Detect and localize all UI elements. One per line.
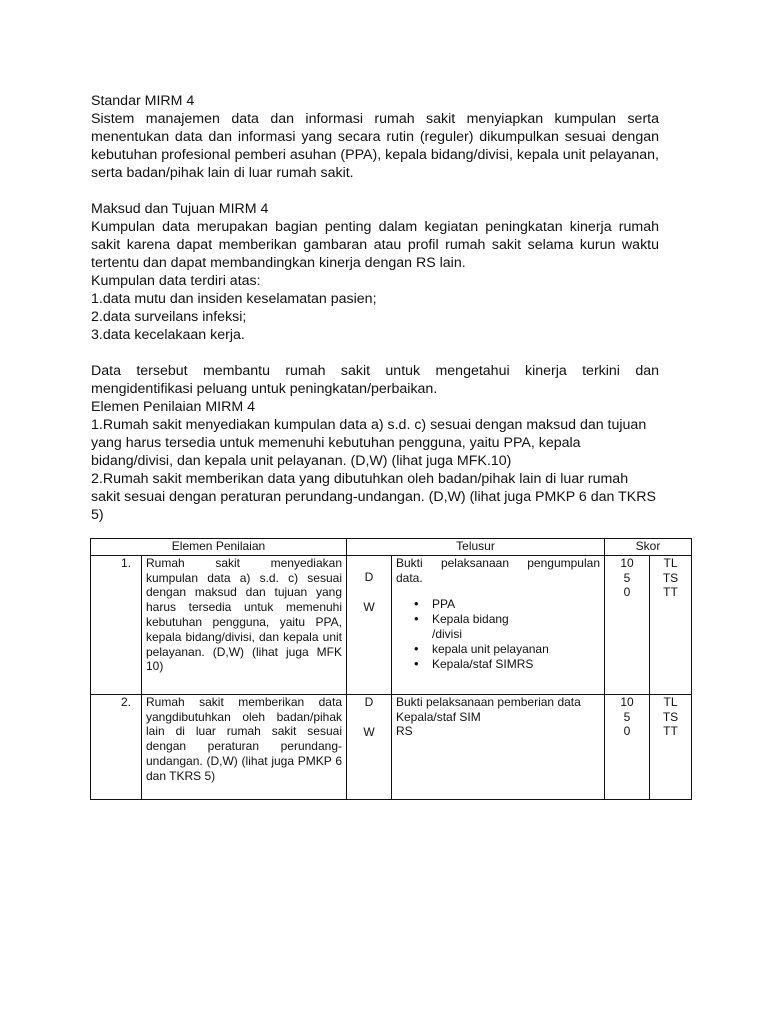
skor-code: TT <box>663 724 678 739</box>
row-description: Rumah sakit menyediakan kumpulan data a) s.d. c) sesuai dengan maksud dan tujuan yang harus tersedia untuk memenuhi kebutuhan pengguna, yaitu PPA, kepala bidang/divisi, dan kepala unit pelayanan. (D,W) (lihat juga MFK 10) <box>142 555 347 694</box>
skor-value: 5 <box>623 709 631 724</box>
maksud-list-item: 2.data surveilans infeksi; <box>91 309 247 325</box>
table-row <box>91 555 692 694</box>
standar-text: Sistem manajemen data dan informasi rumah sakit menyiapkan kumpulan serta menentukan data dan informasi yang secara rutin (reguler) dikumpulkan sesuai dengan kebutuhan profesional pemberi asuhan (PPA), kepala bidang/divisi, kepala unit pelayanan, serta badan/pihak lain di luar rumah sakit. <box>91 111 659 181</box>
skor-code: TT <box>663 585 678 600</box>
row-number: 2. <box>91 694 142 799</box>
method-d: D <box>364 569 374 584</box>
document-body <box>91 92 659 524</box>
skor-value: 10 <box>620 555 634 570</box>
maksud-title: Maksud dan Tujuan MIRM 4 <box>91 201 269 217</box>
telusur-line: RS <box>396 724 413 739</box>
list-item: • kepala unit pelayanan <box>432 642 600 657</box>
elemen-title: Elemen Penilaian MIRM 4 <box>91 399 256 415</box>
header-skor: Skor <box>605 539 692 556</box>
elemen-item: 2.Rumah sakit memberikan data yang dibutuhkan oleh badan/pihak lain di luar rumah sakit sesuai dengan peraturan perundang-undangan. (D,W) (lihat juga PMKP 6 dan TKRS 5) <box>91 471 656 523</box>
row-description: Rumah sakit memberikan data yangdibutuhkan oleh badan/pihak lain di luar rumah sakit sesuai dengan peraturan perundang-undangan. (D,W) (lihat juga PMKP 6 dan TKRS 5) <box>142 694 347 799</box>
skor-code: TS <box>662 709 679 724</box>
standar-title: Standar MIRM 4 <box>91 93 195 109</box>
skor-value: 10 <box>620 694 634 709</box>
maksud-list-item: 1.data mutu dan insiden keselamatan pasien; <box>91 291 377 307</box>
telusur-line: Kepala/staf SIM <box>396 709 481 724</box>
maksud-closing: Data tersebut membantu rumah sakit untuk mengetahui kinerja terkini dan mengidentifikasi peluang untuk peningkatan/perbaikan. <box>91 363 659 397</box>
skor-code: TS <box>662 570 679 585</box>
list-item: • Kepala bidang /divisi <box>432 612 527 642</box>
row-skor-values <box>605 694 650 799</box>
skor-code: TL <box>663 694 678 709</box>
skor-value: 0 <box>623 585 631 600</box>
row-skor-values <box>605 555 650 694</box>
telusur-list <box>396 597 600 671</box>
elemen-item: 1.Rumah sakit menyediakan kumpulan data a) s.d. c) sesuai dengan maksud dan tujuan yang harus tersedia untuk memenuhi kebutuhan pengguna, yaitu PPA, kepala bidang/divisi, dan kepala unit pelayanan. (D,W) (lihat juga MFK.10) <box>91 417 647 469</box>
telusur-intro: Bukti pelaksanaan pemberian data <box>396 694 581 709</box>
method-d: D <box>364 694 374 709</box>
row-telusur <box>392 694 605 799</box>
list-item: • Kepala/staf SIMRS <box>432 657 600 672</box>
row-skor-codes <box>650 555 692 694</box>
skor-value: 5 <box>623 570 631 585</box>
row-telusur <box>392 555 605 694</box>
elemen-penilaian-table <box>90 538 692 800</box>
list-item: • PPA <box>432 597 600 612</box>
row-methods <box>347 555 392 694</box>
telusur-intro: Bukti pelaksanaan pengumpulan data. <box>396 555 600 585</box>
method-w: W <box>363 599 375 614</box>
table-row <box>91 694 692 799</box>
row-skor-codes <box>650 694 692 799</box>
table-header-row <box>91 539 692 556</box>
method-w: W <box>363 724 375 739</box>
header-elemen: Elemen Penilaian <box>91 539 347 556</box>
skor-value: 0 <box>623 724 631 739</box>
row-number: 1. <box>91 555 142 694</box>
maksud-list-intro: Kumpulan data terdiri atas: <box>91 273 261 289</box>
row-methods <box>347 694 392 799</box>
skor-code: TL <box>663 555 678 570</box>
maksud-text: Kumpulan data merupakan bagian penting dalam kegiatan peningkatan kinerja rumah sakit karena dapat memberikan gambaran atau profil rumah sakit selama kurun waktu tertentu dan dapat membandingkan kinerja dengan RS lain. <box>91 219 659 271</box>
maksud-list-item: 3.data kecelakaan kerja. <box>91 327 245 343</box>
header-telusur: Telusur <box>347 539 605 556</box>
